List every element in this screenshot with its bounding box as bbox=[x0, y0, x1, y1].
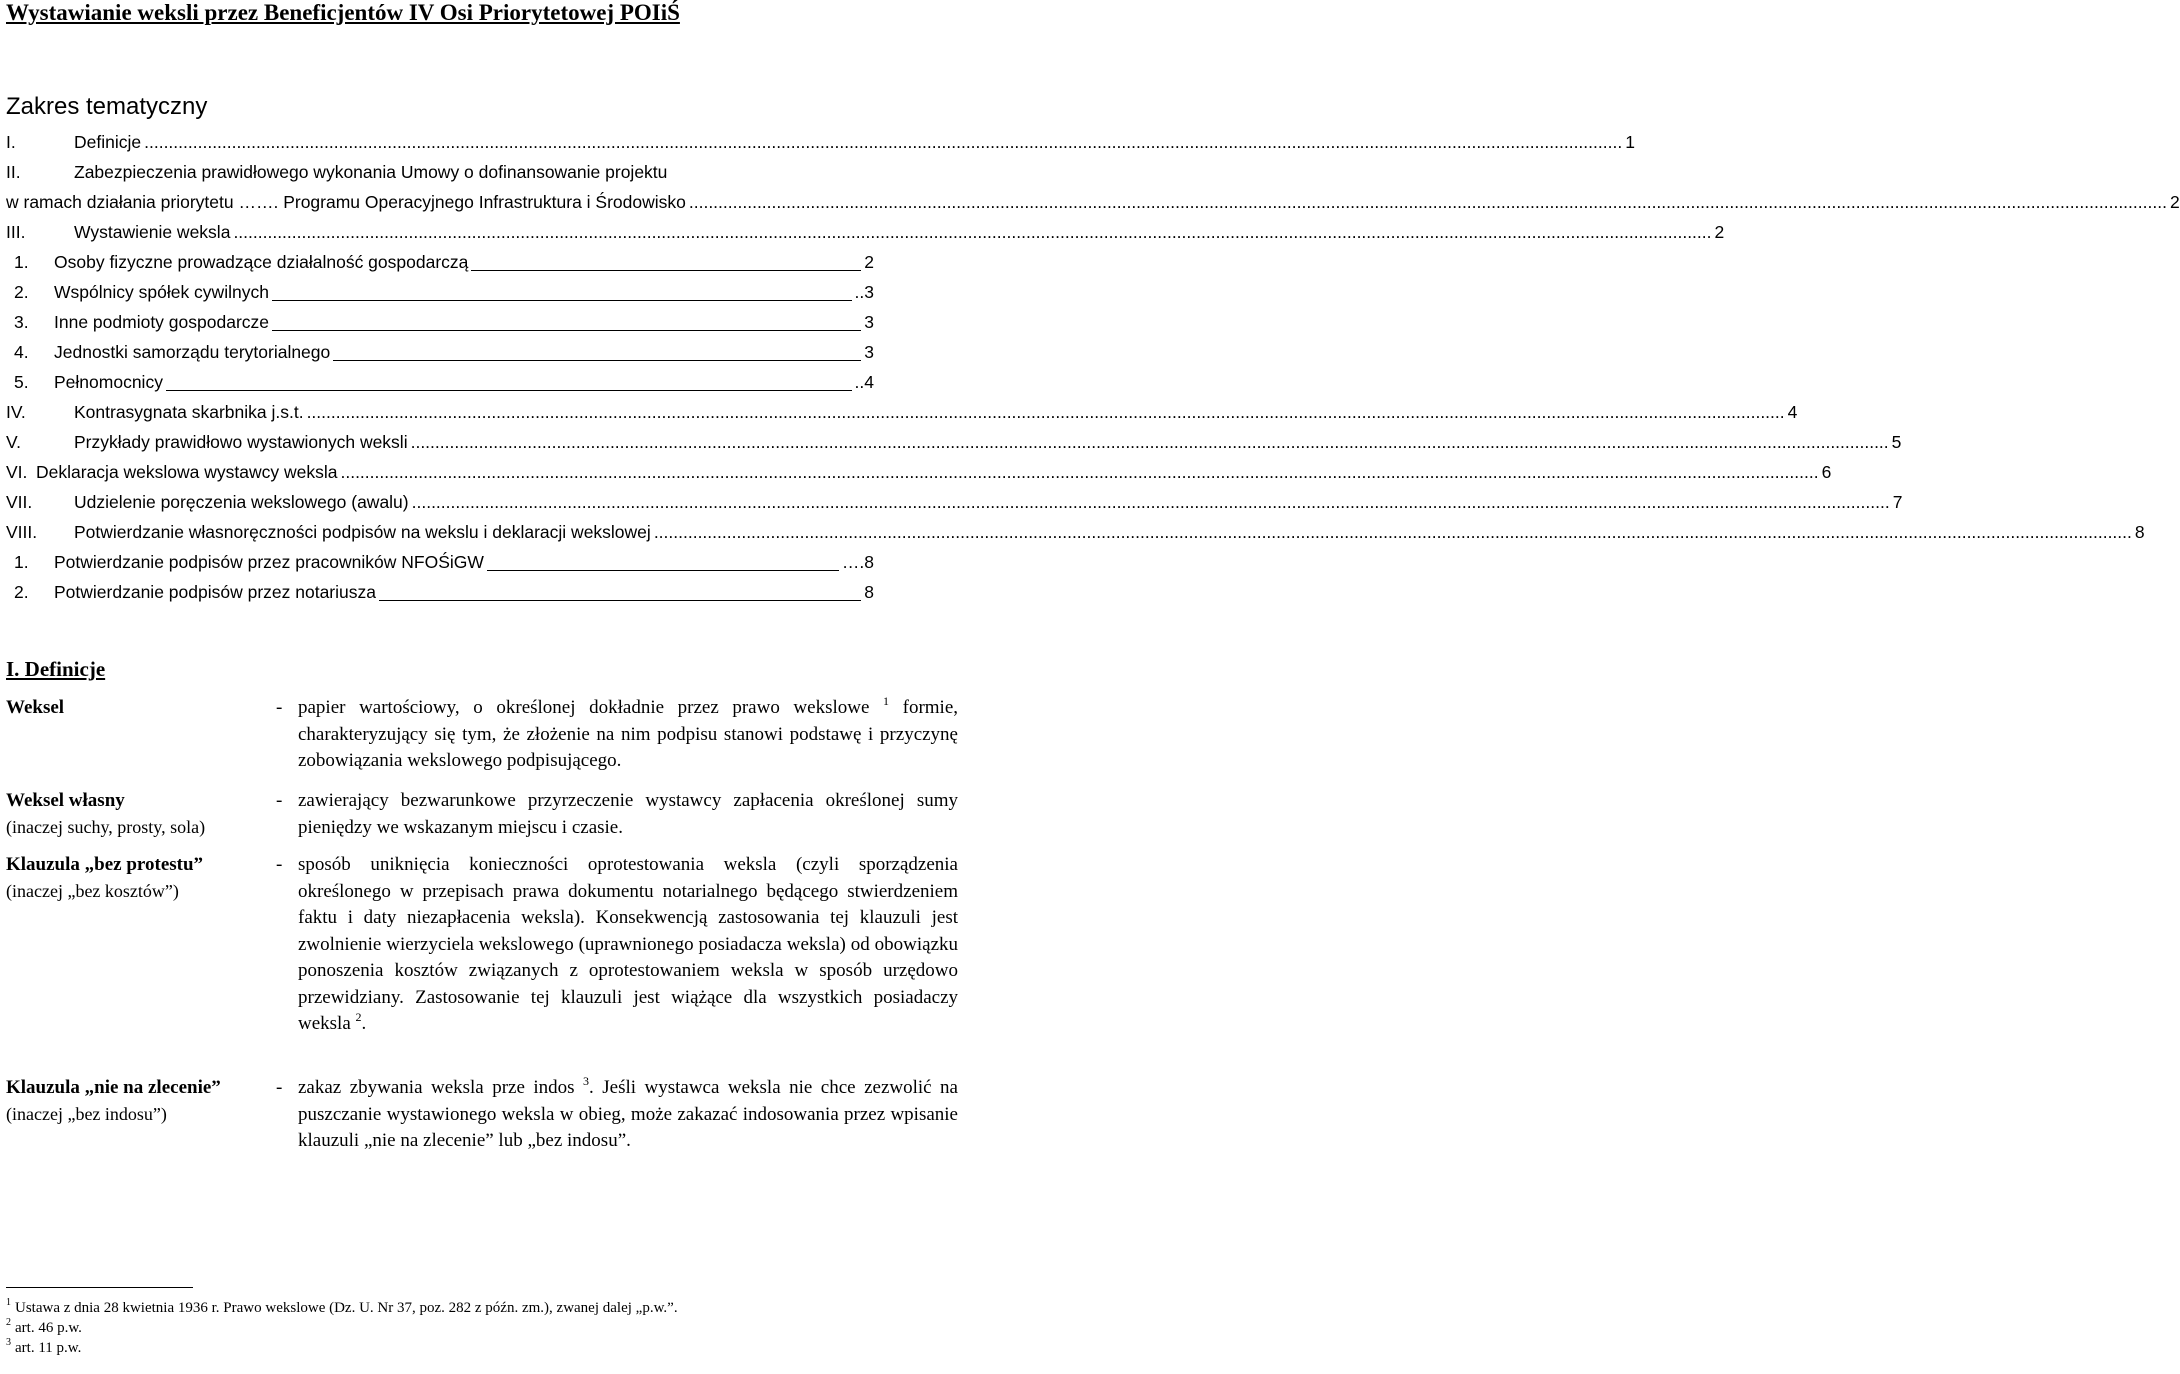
footnote bbox=[6, 1298, 678, 1318]
definition-item bbox=[6, 1075, 960, 1155]
definition-dash: - bbox=[276, 854, 283, 875]
toc-entry-label: Kontrasygnata skarbnika j.s.t. bbox=[74, 402, 304, 422]
definition-text-part: . bbox=[361, 1013, 367, 1034]
toc-entry[interactable] bbox=[6, 282, 874, 312]
toc-entry[interactable] bbox=[6, 132, 1635, 162]
toc-entry-page: 3 bbox=[864, 312, 874, 332]
toc-leader bbox=[379, 599, 861, 601]
toc-entry-label: Definicje bbox=[74, 132, 142, 152]
toc-leader bbox=[307, 402, 1785, 423]
footnote-text: Ustawa z dnia 28 kwietnia 1936 r. Prawo wekslowe (Dz. U. Nr 37, poz. 282 z późn. zm.), zwanej dalej „p.w.”. bbox=[15, 1300, 678, 1316]
toc-entry-number: 5. bbox=[14, 372, 29, 392]
definition-item bbox=[6, 852, 960, 1075]
table-of-contents bbox=[6, 132, 2180, 612]
toc-entry-number: V. bbox=[6, 432, 21, 452]
toc-entry-page: 3 bbox=[864, 342, 874, 362]
toc-entry[interactable] bbox=[6, 522, 2145, 552]
toc-entry-label: Osoby fizyczne prowadzące działalność gospodarczą bbox=[54, 252, 469, 272]
toc-entry[interactable] bbox=[6, 552, 874, 582]
definition-text-part: . Jeśli wystawca weksla nie chce zezwolić na puszczanie wystawionego weksla w obieg, może zakazać indosowania przez wpisanie klauzuli „nie na zlecenie” lub „bez indosu”. bbox=[298, 1077, 958, 1151]
toc-leader bbox=[689, 192, 2167, 213]
toc-leader bbox=[411, 432, 1889, 453]
toc-leader bbox=[340, 462, 1818, 483]
toc-entry[interactable] bbox=[6, 402, 1798, 432]
toc-entry-number: VIII. bbox=[6, 522, 38, 542]
definition-term: Weksel własny bbox=[6, 790, 125, 811]
toc-entry-page: 4 bbox=[1787, 402, 1798, 422]
toc-leader bbox=[487, 569, 839, 571]
toc-entry-number: I. bbox=[6, 132, 16, 152]
footnote-ref[interactable]: 3 bbox=[583, 1074, 590, 1088]
footnote-mark: 1 bbox=[6, 1297, 11, 1308]
toc-entry-number: II. bbox=[6, 162, 21, 182]
toc-entry-number: 4. bbox=[14, 342, 29, 362]
toc-entry-page: 8 bbox=[864, 582, 874, 602]
toc-entry[interactable] bbox=[6, 312, 874, 342]
footnote-ref[interactable]: 2 bbox=[355, 1010, 362, 1024]
toc-entry-continuation[interactable] bbox=[6, 192, 2180, 222]
footnote-text: art. 46 p.w. bbox=[15, 1320, 82, 1336]
toc-entry-label: Potwierdzanie podpisów przez notariusza bbox=[54, 582, 376, 602]
toc-entry-label: Wspólnicy spółek cywilnych bbox=[54, 282, 269, 302]
toc-leader bbox=[471, 269, 861, 271]
definition-dash: - bbox=[276, 697, 283, 718]
toc-entry-number: IV. bbox=[6, 402, 26, 422]
footnote bbox=[6, 1338, 678, 1358]
toc-leader bbox=[144, 132, 1622, 153]
footnote-ref[interactable]: 1 bbox=[883, 694, 890, 708]
footnotes bbox=[6, 1298, 678, 1358]
definition-term-block bbox=[6, 852, 276, 1075]
footnote-mark: 3 bbox=[6, 1337, 11, 1348]
toc-entry-label: Potwierdzanie własnoręczności podpisów na wekslu i deklaracji wekslowej bbox=[74, 522, 651, 542]
toc-entry-page: ..4 bbox=[854, 372, 874, 392]
definitions-list bbox=[6, 695, 960, 1155]
toc-entry-number: 3. bbox=[14, 312, 29, 332]
toc-leader bbox=[333, 359, 861, 361]
definition-text bbox=[298, 695, 960, 788]
toc-entry-label: Zabezpieczenia prawidłowego wykonania Umowy o dofinansowanie projektu bbox=[74, 162, 668, 182]
toc-leader bbox=[166, 389, 852, 391]
definition-term-block bbox=[6, 695, 276, 788]
toc-entry-page: 7 bbox=[1892, 492, 1903, 512]
section-heading-definitions: I. Definicje bbox=[6, 657, 106, 681]
definition-term: Klauzula „nie na zlecenie” bbox=[6, 1077, 221, 1098]
toc-entry-label: Potwierdzanie podpisów przez pracowników NFOŚiGW bbox=[54, 552, 484, 572]
footnote-mark: 2 bbox=[6, 1317, 11, 1328]
definition-text bbox=[298, 852, 960, 1075]
toc-entry[interactable] bbox=[6, 372, 874, 402]
toc-leader bbox=[654, 522, 2132, 543]
toc-entry-page: 2 bbox=[2169, 192, 2180, 212]
definition-text-part: zakaz zbywania weksla prze indos bbox=[298, 1077, 575, 1098]
definition-dash: - bbox=[276, 790, 283, 811]
toc-entry-label: Pełnomocnicy bbox=[54, 372, 163, 392]
toc-entry-page: ….8 bbox=[841, 552, 874, 572]
toc-entry[interactable] bbox=[6, 462, 1832, 492]
footnote bbox=[6, 1318, 678, 1338]
definition-text-part: sposób uniknięcia konieczności oprotestowania weksla (czyli sporządzenia określonego w przepisach prawa dokumentu notarialnego będącego stwierdzeniem faktu i daty niezapłacenia weksla). Konsekwencją zastosowania tej klauzuli jest zwolnienie wierzyciela wekslowego (uprawnionego posiadacza weksla) od obowiązku ponoszenia kosztów związanych z oprotestowaniem weksla w sposób urzędowo przewidziany. Zastosowanie tej klauzuli jest wiążące dla wszystkich posiadaczy weksla bbox=[298, 854, 958, 1034]
toc-entry-number: III. bbox=[6, 222, 26, 242]
toc-entry-number: 2. bbox=[14, 582, 29, 602]
definition-alias: (inaczej suchy, prosty, sola) bbox=[6, 817, 206, 837]
toc-entry-label: Deklaracja wekslowa wystawcy weksla bbox=[36, 462, 338, 482]
toc-entry-number: VII. bbox=[6, 492, 33, 512]
toc-leader bbox=[412, 492, 1890, 513]
toc-entry-page: 6 bbox=[1821, 462, 1832, 482]
footnote-text: art. 11 p.w. bbox=[15, 1340, 82, 1356]
toc-entry-page: ..3 bbox=[854, 282, 874, 302]
toc-entry[interactable] bbox=[6, 252, 874, 282]
toc-entry-number: 1. bbox=[14, 252, 29, 272]
toc-entry-page: 1 bbox=[1625, 132, 1635, 152]
toc-entry-page: 8 bbox=[2134, 522, 2145, 542]
toc-leader bbox=[272, 299, 852, 301]
toc-entry-number: 1. bbox=[14, 552, 29, 572]
definition-term: Klauzula „bez protestu” bbox=[6, 854, 204, 875]
definition-text-part: formie, charakteryzujący się tym, że złożenie na nim podpisu stanowi podstawę i przyczynę zobowiązania wekslowego podpisującego. bbox=[298, 697, 959, 771]
toc-entry-label: Wystawienie weksla bbox=[74, 222, 231, 242]
toc-entry-label: w ramach działania priorytetu ……. Programu Operacyjnego Infrastruktura i Środowisko bbox=[6, 192, 686, 212]
toc-entry-number: 2. bbox=[14, 282, 29, 302]
definition-text-part: papier wartościowy, o określonej dokładnie przez prawo wekslowe bbox=[298, 697, 870, 718]
definition-term-block bbox=[6, 1075, 276, 1155]
toc-entry[interactable] bbox=[6, 432, 1902, 462]
toc-entry[interactable] bbox=[6, 342, 874, 372]
definition-term: Weksel bbox=[6, 697, 65, 718]
definition-item bbox=[6, 695, 960, 788]
toc-entry[interactable] bbox=[6, 582, 874, 612]
toc-entry-label: Jednostki samorządu terytorialnego bbox=[54, 342, 331, 362]
definition-text bbox=[298, 1075, 960, 1155]
toc-entry-label: Udzielenie poręczenia wekslowego (awalu) bbox=[74, 492, 409, 512]
toc-leader bbox=[272, 329, 861, 331]
footnote-separator bbox=[6, 1287, 193, 1288]
toc-entry[interactable] bbox=[6, 492, 1903, 522]
toc-entry[interactable] bbox=[6, 222, 1725, 252]
toc-entry-label: Inne podmioty gospodarcze bbox=[54, 312, 269, 332]
document-title: Wystawianie weksli przez Beneficjentów IV Osi Priorytetowej POIiŚ bbox=[6, 0, 680, 25]
definition-alias: (inaczej „bez kosztów”) bbox=[6, 881, 179, 901]
definition-alias: (inaczej „bez indosu”) bbox=[6, 1104, 167, 1124]
toc-entry-page: 5 bbox=[1891, 432, 1902, 452]
toc-leader bbox=[233, 222, 1711, 243]
toc-entry-page: 2 bbox=[864, 252, 874, 272]
definition-term-block bbox=[6, 788, 276, 852]
toc-heading: Zakres tematyczny bbox=[6, 93, 208, 120]
toc-entry[interactable] bbox=[6, 162, 874, 192]
toc-entry-page: 2 bbox=[1714, 222, 1725, 242]
toc-entry-label: Przykłady prawidłowo wystawionych weksli bbox=[74, 432, 408, 452]
toc-entry-number: VI. bbox=[6, 462, 28, 482]
definition-item bbox=[6, 788, 960, 852]
definition-dash: - bbox=[276, 1077, 283, 1098]
definition-text: zawierający bezwarunkowe przyrzeczenie wystawcy zapłacenia określonej sumy pieniędzy we wskazanym miejscu i czasie. bbox=[298, 790, 958, 838]
